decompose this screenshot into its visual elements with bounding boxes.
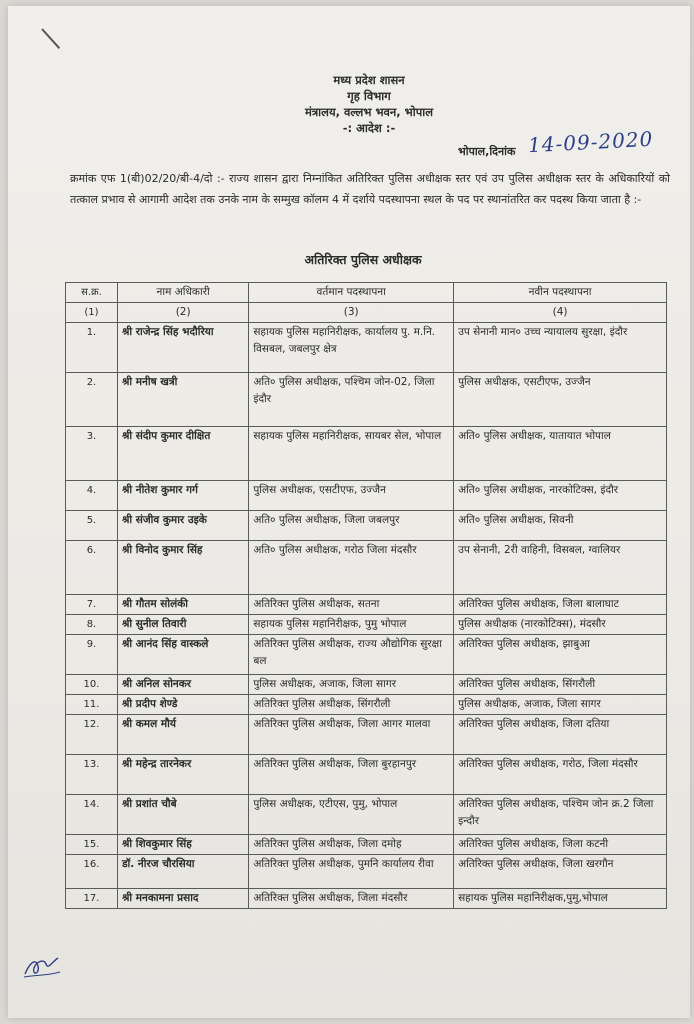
row-current-posting: अति० पुलिस अधीक्षक, गरोठ जिला मंदसौर: [249, 541, 454, 595]
row-sn: 16.: [66, 855, 118, 889]
row-name: श्री नीतेश कुमार गर्ग: [117, 481, 248, 511]
row-new-posting: उप सेनानी, 2री वाहिनी, विसबल, ग्वालियर: [454, 541, 667, 595]
row-new-posting: उप सेनानी मान० उच्च न्यायालय सुरक्षा, इंदौर: [454, 323, 667, 373]
row-current-posting: अतिरिक्त पुलिस अधीक्षक, जिला दमोह: [249, 835, 454, 855]
table-row: [66, 323, 667, 373]
col-header-new: नवीन पदस्थापना: [454, 283, 667, 303]
row-current-posting: पुलिस अधीक्षक, अजाक, जिला सागर: [249, 675, 454, 695]
table-row: [66, 855, 667, 889]
row-sn: 14.: [66, 795, 118, 835]
row-sn: 9.: [66, 635, 118, 675]
table-row: [66, 615, 667, 635]
row-name: डॉ. नीरज चौरसिया: [117, 855, 248, 889]
col-header-current: वर्तमान पदस्थापना: [249, 283, 454, 303]
col-index-4: (4): [454, 303, 667, 323]
row-new-posting: अतिरिक्त पुलिस अधीक्षक, जिला दतिया: [454, 715, 667, 755]
col-header-sn: स.क्र.: [66, 283, 118, 303]
table-row: [66, 889, 667, 909]
header-address: मंत्रालय, वल्लभ भवन, भोपाल: [304, 105, 434, 119]
row-sn: 12.: [66, 715, 118, 755]
table-row: [66, 595, 667, 615]
row-sn: 13.: [66, 755, 118, 795]
row-sn: 15.: [66, 835, 118, 855]
row-name: श्री मनकामना प्रसाद: [117, 889, 248, 909]
row-new-posting: अति० पुलिस अधीक्षक, सिवनी: [454, 511, 667, 541]
col-index-1: (1): [66, 303, 118, 323]
table-row: [66, 835, 667, 855]
row-current-posting: अति० पुलिस अधीक्षक, जिला जबलपुर: [249, 511, 454, 541]
row-sn: 10.: [66, 675, 118, 695]
table-row: [66, 511, 667, 541]
row-name: श्री सुनील तिवारी: [117, 615, 248, 635]
row-current-posting: अतिरिक्त पुलिस अधीक्षक, जिला आगर मालवा: [249, 715, 454, 755]
row-sn: 1.: [66, 323, 118, 373]
row-new-posting: अति० पुलिस अधीक्षक, नारकोटिक्स, इंदौर: [454, 481, 667, 511]
row-name: श्री अनिल सोनकर: [117, 675, 248, 695]
handwritten-date: 14-09-2020: [527, 126, 654, 158]
row-new-posting: अतिरिक्त पुलिस अधीक्षक, सिंगरौली: [454, 675, 667, 695]
row-sn: 7.: [66, 595, 118, 615]
row-current-posting: सहायक पुलिस महानिरीक्षक, पुमु भोपाल: [249, 615, 454, 635]
row-new-posting: पुलिस अधीक्षक (नारकोटिक्स), मंदसौर: [454, 615, 667, 635]
row-sn: 17.: [66, 889, 118, 909]
row-new-posting: अतिरिक्त पुलिस अधीक्षक, जिला कटनी: [454, 835, 667, 855]
row-sn: 6.: [66, 541, 118, 595]
table-row: [66, 755, 667, 795]
table-row: [66, 715, 667, 755]
row-new-posting: अति० पुलिस अधीक्षक, यातायात भोपाल: [454, 427, 667, 481]
row-name: श्री शिवकुमार सिंह: [117, 835, 248, 855]
row-new-posting: पुलिस अधीक्षक, अजाक, जिला सागर: [454, 695, 667, 715]
col-index-2: (2): [117, 303, 248, 323]
row-name: श्री प्रशांत चौबे: [117, 795, 248, 835]
row-name: श्री राजेन्द्र सिंह भदौरिया: [117, 323, 248, 373]
row-current-posting: पुलिस अधीक्षक, एसटीएफ, उज्जैन: [249, 481, 454, 511]
row-name: श्री आनंद सिंह वास्कले: [117, 635, 248, 675]
section-title: अतिरिक्त पुलिस अधीक्षक: [304, 252, 422, 267]
row-sn: 2.: [66, 373, 118, 427]
row-current-posting: सहायक पुलिस महानिरीक्षक, सायबर सेल, भोपाल: [249, 427, 454, 481]
row-sn: 4.: [66, 481, 118, 511]
row-name: श्री संजीव कुमार उइके: [117, 511, 248, 541]
row-current-posting: पुलिस अधीक्षक, एटीएस, पुमु, भोपाल: [249, 795, 454, 835]
order-paragraph: क्रमांक एफ 1(बी)02/20/बी-4/दो :- राज्य शासन द्वारा निम्नांकित अतिरिक्त पुलिस अधीक्षक स्तर एवं उप पुलिस अधीक्षक स्तर के अधिकारियों को तत्काल प्रभाव से आगामी आदेश तक उनके नाम के सम्मुख कॉलम 4 में दर्शाये पदस्थापना स्थल के पद पर स्थानांतरित कर पदस्थ किया जाता है :-: [70, 172, 670, 206]
row-name: श्री मनीष खत्री: [117, 373, 248, 427]
row-current-posting: अति० पुलिस अधीक्षक, पश्चिम जोन-02, जिला इंदौर: [249, 373, 454, 427]
row-name: श्री विनोद कुमार सिंह: [117, 541, 248, 595]
transfer-table: [65, 282, 667, 909]
letterhead: [8, 72, 690, 136]
table-row: [66, 481, 667, 511]
row-current-posting: अतिरिक्त पुलिस अधीक्षक, सिंगरौली: [249, 695, 454, 715]
row-current-posting: अतिरिक्त पुलिस अधीक्षक, राज्य औद्योगिक सुरक्षा बल: [249, 635, 454, 675]
col-header-name: नाम अधिकारी: [117, 283, 248, 303]
header-govt: मध्य प्रदेश शासन: [333, 73, 405, 87]
header-department: गृह विभाग: [347, 89, 391, 103]
row-new-posting: अतिरिक्त पुलिस अधीक्षक, जिला खरगौन: [454, 855, 667, 889]
table-row: [66, 541, 667, 595]
table-row: [66, 675, 667, 695]
table-row: [66, 373, 667, 427]
pen-mark: [41, 28, 60, 49]
row-new-posting: अतिरिक्त पुलिस अधीक्षक, जिला बालाघाट: [454, 595, 667, 615]
header-order: -: आदेश :-: [342, 121, 396, 135]
row-new-posting: अतिरिक्त पुलिस अधीक्षक, झाबुआ: [454, 635, 667, 675]
row-new-posting: अतिरिक्त पुलिस अधीक्षक, गरोठ, जिला मंदसौर: [454, 755, 667, 795]
col-index-3: (3): [249, 303, 454, 323]
row-sn: 3.: [66, 427, 118, 481]
row-current-posting: अतिरिक्त पुलिस अधीक्षक, जिला मंदसौर: [249, 889, 454, 909]
row-sn: 8.: [66, 615, 118, 635]
table-row: [66, 427, 667, 481]
row-name: श्री गौतम सोलंकी: [117, 595, 248, 615]
row-name: श्री कमल मौर्य: [117, 715, 248, 755]
row-name: श्री महेन्द्र तारनेकर: [117, 755, 248, 795]
row-current-posting: सहायक पुलिस महानिरीक्षक, कार्यालय पु. म.नि. विसबल, जबलपुर क्षेत्र: [249, 323, 454, 373]
row-sn: 5.: [66, 511, 118, 541]
row-current-posting: अतिरिक्त पुलिस अधीक्षक, सतना: [249, 595, 454, 615]
signature: [22, 952, 62, 980]
table-row: [66, 695, 667, 715]
row-new-posting: पुलिस अधीक्षक, एसटीएफ, उज्जैन: [454, 373, 667, 427]
date-label: भोपाल,दिनांक: [458, 145, 516, 158]
row-name: श्री प्रदीप शेण्डे: [117, 695, 248, 715]
row-new-posting: अतिरिक्त पुलिस अधीक्षक, पश्चिम जोन क्र.2 जिला इन्दौर: [454, 795, 667, 835]
document-page: [8, 6, 690, 1018]
row-sn: 11.: [66, 695, 118, 715]
table-row: [66, 795, 667, 835]
table-row: [66, 635, 667, 675]
row-current-posting: अतिरिक्त पुलिस अधीक्षक, जिला बुरहानपुर: [249, 755, 454, 795]
row-new-posting: सहायक पुलिस महानिरीक्षक,पुमु,भोपाल: [454, 889, 667, 909]
row-name: श्री संदीप कुमार दीक्षित: [117, 427, 248, 481]
row-current-posting: अतिरिक्त पुलिस अधीक्षक, पुमनि कार्यालय रीवा: [249, 855, 454, 889]
